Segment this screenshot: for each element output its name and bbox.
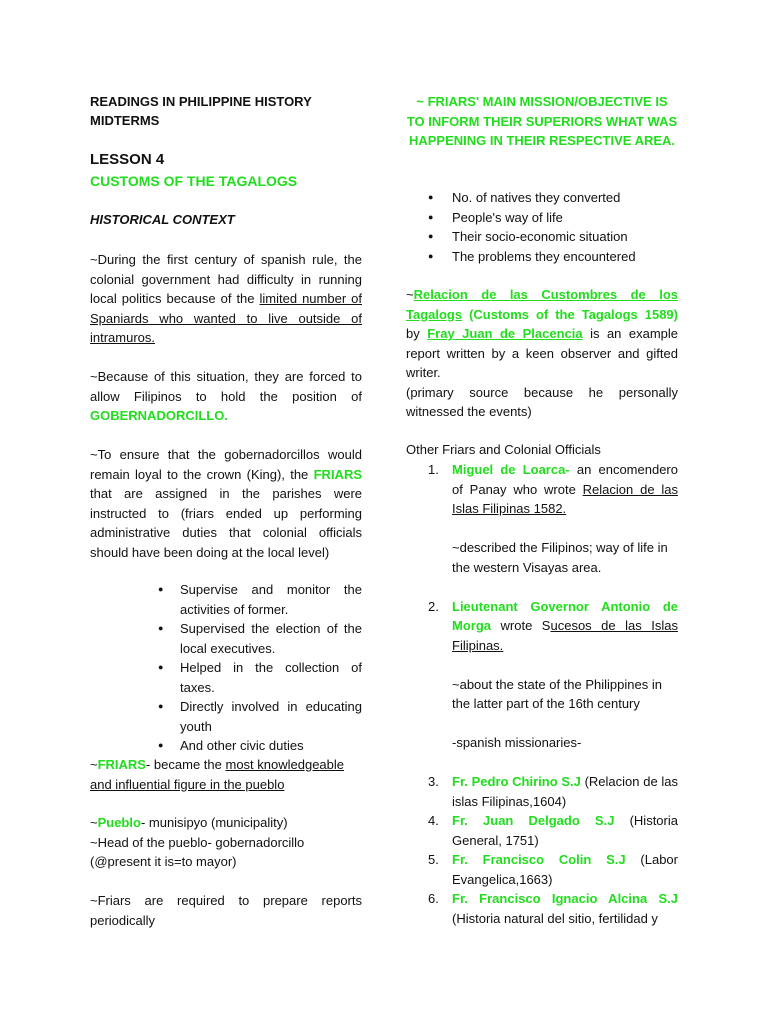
official-text: (Historia General, 1751) <box>452 813 678 848</box>
official-name: Miguel de Loarca- <box>452 462 570 477</box>
context-p1-text: ~During the first century of spanish rule, the colonial government had difficulty in running local politics because of the <box>90 252 362 306</box>
context-paragraph-1 <box>90 250 362 348</box>
context-paragraph-2 <box>90 367 362 426</box>
item-number: 1. <box>428 462 439 477</box>
head-of-pueblo-line: ~Head of the pueblo- gobernadorcillo <box>90 834 305 850</box>
pueblo-tilde: ~ <box>90 815 98 830</box>
pueblo-line <box>90 813 362 833</box>
friars-term: FRIARS <box>313 466 362 482</box>
item-number: 2. <box>428 598 439 614</box>
friars-mid-text: - became the <box>145 757 226 772</box>
lesson-number: LESSON 4 <box>90 151 165 168</box>
list-item <box>406 889 678 928</box>
item-number: 4. <box>428 813 439 828</box>
context-p1-underline: limited number of Spaniards who wanted to live outside of intramuros. <box>90 291 362 345</box>
list-item: ● The problems they encountered <box>406 247 678 267</box>
officials-list <box>406 460 678 928</box>
list-item <box>406 460 678 577</box>
official-description: ~described the Filipinos; way of life in the western Visayas area. <box>452 540 668 575</box>
official-name: Fr. Francisco Ignacio Alcina S.J <box>452 891 678 906</box>
relacion-note: (primary source because he personally witnessed the events) <box>406 384 678 419</box>
pueblo-term: Pueblo <box>97 815 141 830</box>
official-text: (Historia natural del sitio, fertilidad y <box>452 910 658 926</box>
item-number: 5. <box>428 852 439 867</box>
list-item <box>406 597 678 753</box>
official-name: Fr. Juan Delgado S.J <box>452 813 615 828</box>
friars-influence-underline: most knowledgeable and influential figure in the pueblo <box>90 757 345 792</box>
list-item: ● Supervised the election of the local executives. <box>90 619 362 658</box>
official-text: (Relacion de las islas Filipinas,1604) <box>452 774 678 809</box>
reports-paragraph: ~Friars are required to prepare reports periodically <box>90 893 362 928</box>
official-work: Relacion de las Islas Filipinas 1582. <box>452 481 678 516</box>
other-officials-heading: Other Friars and Colonial Officials <box>406 442 601 457</box>
official-text: wrote S <box>491 618 551 633</box>
pueblo-block <box>90 813 362 872</box>
list-item <box>406 811 678 850</box>
pueblo-definition: - munisipyo (municipality) <box>140 815 288 830</box>
relacion-paren: (Customs of the Tagalogs 1589) <box>462 306 678 322</box>
list-item: ● People's way of life <box>406 208 678 228</box>
relacion-block <box>406 285 678 422</box>
relacion-rest: is an example report written by a keen observer and gifted writer. <box>406 326 679 380</box>
present-mayor-line: (@present it is=to mayor) <box>90 854 237 869</box>
official-description: ~about the state of the Philippines in the latter part of the 16th century <box>452 676 662 711</box>
item-number: 3. <box>428 774 439 789</box>
friar-duties-list <box>90 580 362 756</box>
document-header <box>90 92 362 130</box>
relacion-by: by <box>406 326 428 341</box>
friars-term-2: FRIARS <box>97 757 146 772</box>
context-p3-text-a: ~To ensure that the gobernadorcillos would remain loyal to the crown (King), the <box>90 447 362 482</box>
official-work: ucesos de las Islas Filipinas. <box>452 618 678 653</box>
context-p3-text-b: that are assigned in the parishes were instructed to (friars ended up performing administrative duties that colonial officials should have been doing at the local level) <box>90 486 362 560</box>
header-line-1: READINGS IN PHILIPPINE HISTORY <box>90 94 312 109</box>
relacion-paragraph <box>406 285 678 383</box>
mission-report-list <box>406 188 678 266</box>
relacion-author: Fray Juan de Placencia <box>427 326 583 341</box>
friars-influence-paragraph <box>90 755 362 794</box>
context-paragraph-3 <box>90 445 362 562</box>
relacion-title: Relacion de las Custombres de los Tagalogs <box>406 287 678 322</box>
list-item: ● Directly involved in educating youth <box>90 697 362 736</box>
list-item <box>406 850 678 889</box>
lesson-title: CUSTOMS OF THE TAGALOGS <box>90 173 298 189</box>
official-name: Fr. Pedro Chirino S.J <box>452 774 581 789</box>
historical-context-heading: HISTORICAL CONTEXT <box>90 212 235 227</box>
friars-tilde: ~ <box>90 757 98 772</box>
official-text: (Labor Evangelica,1663) <box>452 852 678 887</box>
list-item <box>406 772 678 811</box>
context-p2-text: ~Because of this situation, they are forced to allow Filipinos to hold the position of <box>90 369 362 404</box>
list-item: ● And other civic duties <box>90 736 362 756</box>
list-item: ● Their socio-economic situation <box>406 227 678 247</box>
header-line-2: MIDTERMS <box>90 113 160 128</box>
official-name: Lieutenant Governor Antonio de Morga <box>452 598 678 633</box>
missionaries-subheading: -spanish missionaries- <box>452 735 582 750</box>
relacion-tilde: ~ <box>406 287 414 302</box>
official-text: an encomendero of Panay who wrote <box>452 462 678 497</box>
list-item: ● Supervise and monitor the activities of former. <box>90 580 362 619</box>
item-number: 6. <box>428 891 439 906</box>
list-item: ● Helped in the collection of taxes. <box>90 658 362 697</box>
official-name: Fr. Francisco Colin S.J <box>452 852 626 867</box>
mission-heading: ~ FRIARS' MAIN MISSION/OBJECTIVE IS TO INFORM THEIR SUPERIORS WHAT WAS HAPPENING IN THEIR RESPECTIVE AREA. <box>406 94 678 148</box>
gobernadorcillo-term: GOBERNADORCILLO. <box>90 408 228 423</box>
list-item: ● No. of natives they converted <box>406 188 678 208</box>
